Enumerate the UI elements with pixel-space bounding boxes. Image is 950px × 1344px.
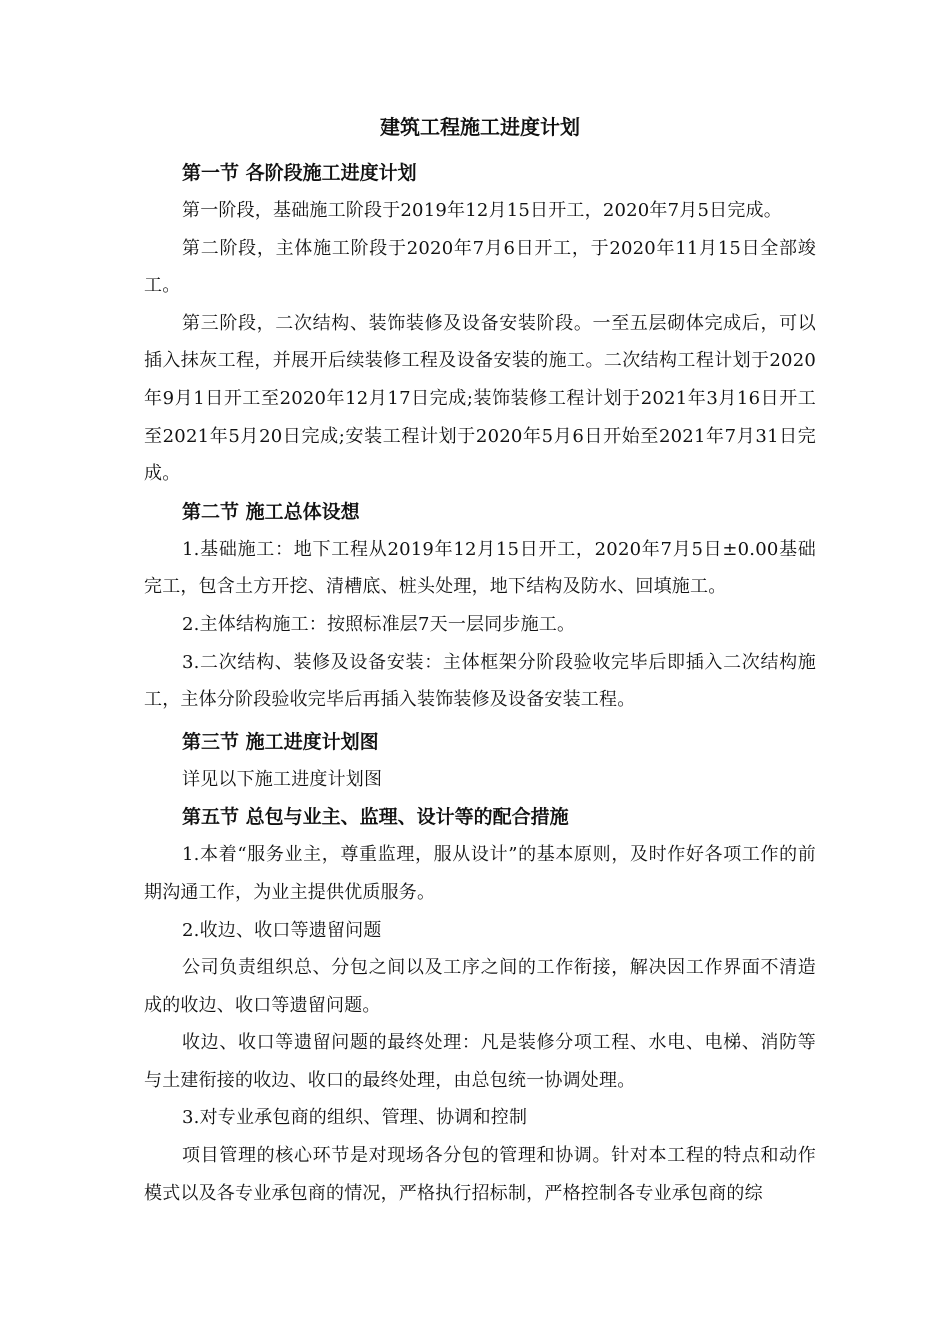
paragraph: 3.二次结构、装修及设备安装：主体框架分阶段验收完毕后即插入二次结构施工，主体分阶段验收完毕后再插入装饰装修及设备安装工程。 [144,651,816,711]
paragraph: 详见以下施工进度计划图 [182,768,383,790]
paragraph: 第二阶段，主体施工阶段于2020年7月6日开工，于2020年11月15日全部竣工。 [144,237,816,297]
section-heading: 第三节 施工进度计划图 [182,730,379,753]
paragraph: 2.主体结构施工：按照标准层7天一层同步施工。 [182,613,576,635]
section-5 [144,798,816,1212]
paragraph: 第一阶段，基础施工阶段于2019年12月15日开工，2020年7月5日完成。 [182,200,782,221]
document-title: 建筑工程施工进度计划 [380,115,580,139]
section-heading: 第二节 施工总体设想 [182,500,360,523]
paragraph: 2.收边、收口等遗留问题 [182,919,382,941]
section-2 [144,493,816,719]
paragraph: 第三阶段，二次结构、装饰装修及设备安装阶段。一至五层砌体完成后，可以插入抹灰工程，并展开后续装修工程及设备安装的施工。二次结构工程计划于2020年9月1日开工至2020年12月17日完成;装饰装修工程计划于2021年3月16日开工至2021年5月20日完成;安装工程计划于2020年5月6日开始至2021年7月31日完成。 [144,312,816,485]
paragraph: 1.基础施工：地下工程从2019年12月15日开工，2020年7月5日±0.00基础完工，包含土方开挖、清槽底、桩头处理，地下结构及防水、回填施工。 [144,538,816,598]
paragraph: 公司负责组织总、分包之间以及工序之间的工作衔接，解决因工作界面不清造成的收边、收口等遗留问题。 [144,957,816,1016]
section-heading: 第五节 总包与业主、监理、设计等的配合措施 [182,806,569,829]
document-body [144,108,816,1212]
section-1 [144,154,816,493]
paragraph: 1.本着“服务业主，尊重监理，服从设计”的基本原则，及时作好各项工作的前期沟通工作，为业主提供优质服务。 [144,844,816,903]
paragraph: 3.对专业承包商的组织、管理、协调和控制 [182,1107,528,1129]
paragraph: 收边、收口等遗留问题的最终处理：凡是装修分项工程、水电、电梯、消防等与土建衔接的收边、收口的最终处理，由总包统一协调处理。 [144,1032,816,1091]
section-3 [144,723,816,799]
section-heading: 第一节 各阶段施工进度计划 [182,162,417,184]
paragraph: 项目管理的核心环节是对现场各分包的管理和协调。针对本工程的特点和动作模式以及各专业承包商的情况，严格执行招标制，严格控制各专业承包商的综 [144,1145,816,1204]
